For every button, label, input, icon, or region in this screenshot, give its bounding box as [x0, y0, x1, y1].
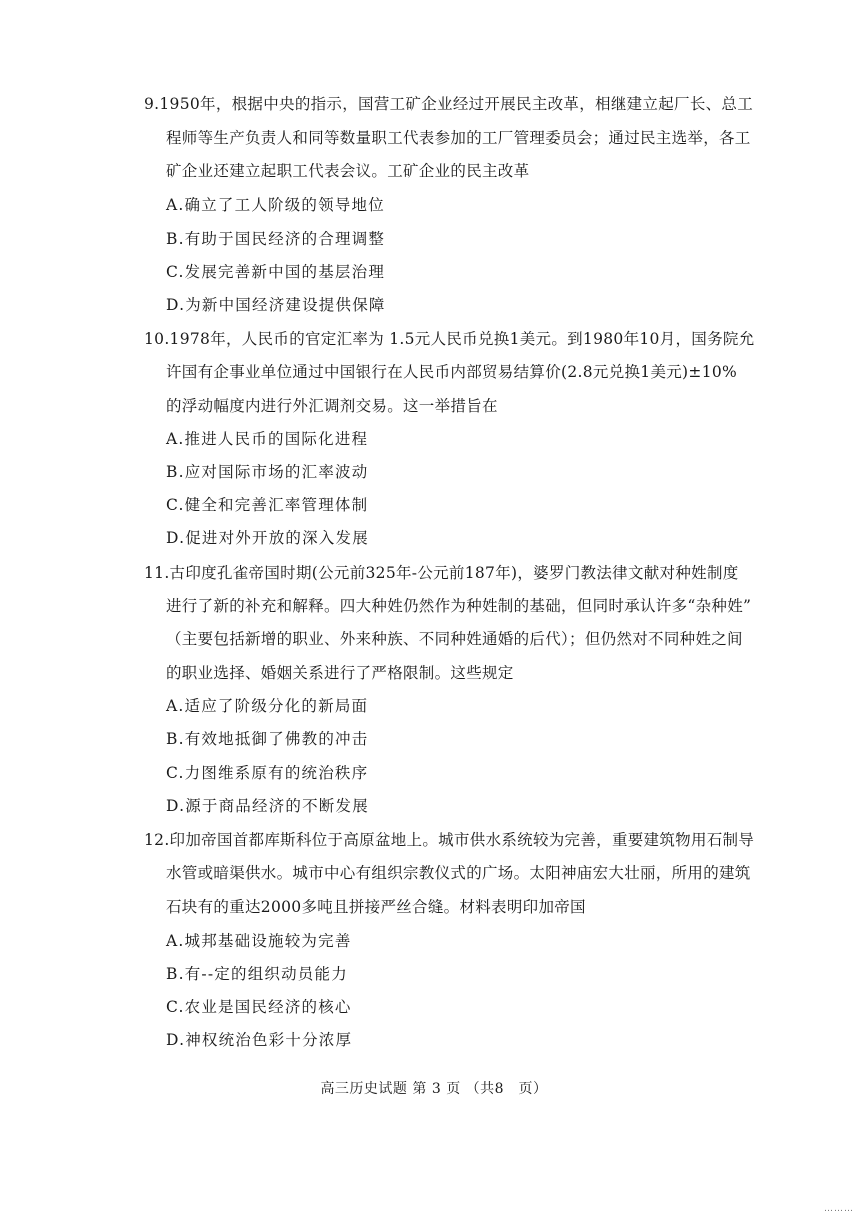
question-11-line-2: 进行了新的补充和解释。四大种姓仍然作为种姓制的基础，但同时承认许多“杂种姓”: [166, 597, 752, 615]
question-12-line-1: 12.印加帝国首都库斯科位于高原盆地上。城市供水系统较为完善，重要建筑物用石制导: [144, 831, 755, 849]
question-11-option-b: B.有效地抵御了佛教的冲击: [166, 730, 369, 748]
question-12-line-3: 石块有的重达2000多吨且拼接严丝合缝。材料表明印加帝国: [166, 898, 586, 916]
question-10-option-b: B.应对国际市场的汇率波动: [166, 463, 369, 481]
question-11-option-c: C.力图维系原有的统治秩序: [166, 764, 369, 782]
question-10-option-c: C.健全和完善汇率管理体制: [166, 496, 369, 514]
question-11-option-d: D.源于商品经济的不断发展: [166, 797, 369, 815]
question-9-option-a: A.确立了工人阶级的领导地位: [166, 196, 385, 214]
question-10-option-a: A.推进人民币的国际化进程: [166, 430, 369, 448]
question-9-option-d: D.为新中国经济建设提供保障: [166, 296, 386, 314]
question-9-line-3: 矿企业还建立起职工代表会议。工矿企业的民主改革: [166, 162, 530, 180]
question-9-line-2: 程师等生产负责人和同等数量职工代表参加的工厂管理委员会；通过民主选举，各工: [166, 129, 751, 147]
page-footer: 高三历史试题 第 3 页 （共8 页）: [320, 1081, 548, 1097]
question-12-line-2: 水管或暗渠供水。城市中心有组织宗教仪式的广场。太阳神庙宏大壮丽，所用的建筑: [166, 864, 751, 882]
question-12-option-c: C.农业是国民经济的核心: [166, 998, 352, 1016]
question-10-line-1: 10.1978年，人民币的官定汇率为 1.5元人民币兑换1美元。到1980年10月，国务院允: [144, 330, 755, 348]
question-10-line-2: 许国有企事业单位通过中国银行在人民币内部贸易结算价(2.8元兑换1美元)±10%: [166, 363, 738, 381]
question-9-option-b: B.有助于国民经济的合理调整: [166, 230, 386, 248]
corner-mark: ………: [824, 1204, 854, 1214]
question-12-option-d: D.神权统治色彩十分浓厚: [166, 1031, 353, 1049]
question-12-option-b: B.有--定的组织动员能力: [166, 965, 348, 983]
question-11-line-1: 11.古印度孔雀帝国时期(公元前325年-公元前187年)，婆罗门教法律文献对种姓制度: [144, 564, 739, 582]
question-10-line-3: 的浮动幅度内进行外汇调剂交易。这一举措旨在: [166, 397, 498, 415]
question-10-option-d: D.促进对外开放的深入发展: [166, 529, 369, 547]
question-11-line-4: 的职业选择、婚姻关系进行了严格限制。这些规定: [166, 664, 514, 682]
question-9-line-1: 9.1950年，根据中央的指示，国营工矿企业经过开展民主改革，相继建立起厂长、总工: [144, 95, 754, 113]
question-12-option-a: A.城邦基础设施较为完善: [166, 932, 352, 950]
question-11-option-a: A.适应了阶级分化的新局面: [166, 697, 369, 715]
question-9-option-c: C.发展完善新中国的基层治理: [166, 263, 386, 281]
question-11-line-3: （主要包括新增的职业、外来种族、不同种姓通婚的后代）；但仍然对不同种姓之间: [166, 630, 743, 648]
